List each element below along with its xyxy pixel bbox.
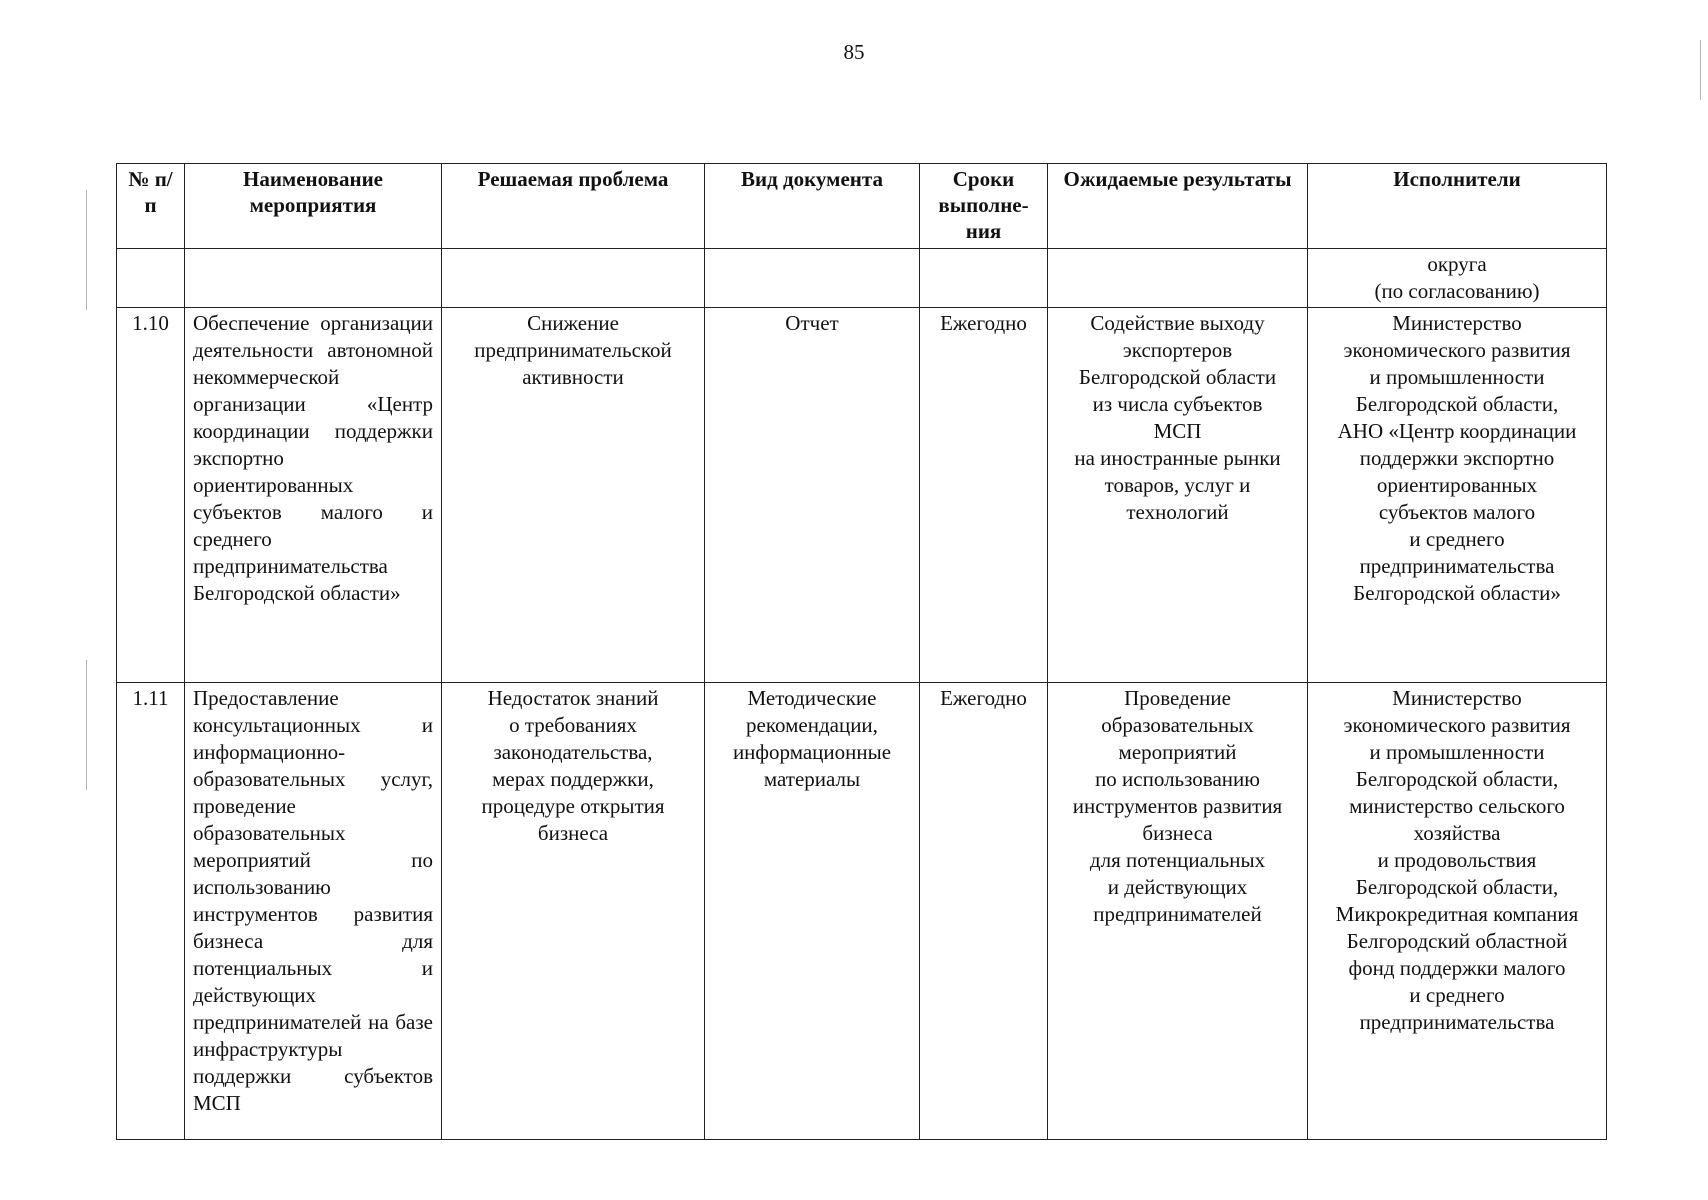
text-line: из числа субъектов <box>1092 392 1263 416</box>
text-line: министерство сельского <box>1349 794 1565 818</box>
text-line: мероприятий <box>1118 740 1237 764</box>
text-line: экспортеров <box>1122 338 1233 362</box>
text-line: информационные <box>732 740 892 764</box>
text-line: Белгородской области» <box>1353 581 1561 605</box>
text-line: Министерство <box>1392 311 1522 335</box>
text-line: для потенциальных <box>1089 848 1266 872</box>
cell-name: Обеспечение организации деятельности автономной некоммерческой организации «Центр координации поддержки экспортно ориентированных субъектов малого и среднего предпринимательства Белгородской области» <box>185 308 442 683</box>
text-line: и промышленности <box>1369 740 1545 764</box>
text-line: Белгородской области, <box>1355 392 1559 416</box>
cell-doc <box>705 308 920 683</box>
text-line: субъектов малого <box>1378 500 1536 524</box>
text-line: бизнеса <box>1142 821 1213 845</box>
text-line: фонд поддержки малого <box>1348 956 1566 980</box>
cell-problem <box>442 308 705 683</box>
text-line: предпринимателей <box>1093 902 1262 926</box>
text-line: Белгородской области, <box>1355 767 1559 791</box>
text-line: инструментов развития <box>1072 794 1283 818</box>
cell-empty <box>920 249 1048 308</box>
cell-executors <box>1308 683 1607 1140</box>
text-line: и продовольствия <box>1377 848 1537 872</box>
cell-problem <box>442 683 705 1140</box>
text-line: ориентированных <box>1376 473 1538 497</box>
cell-results <box>1048 683 1308 1140</box>
cell-empty <box>442 249 705 308</box>
text-line: и действующих <box>1107 875 1248 899</box>
cell-empty <box>185 249 442 308</box>
cell-deadline: Ежегодно <box>920 308 1048 683</box>
text-line: о требованиях <box>509 713 637 737</box>
text-line: экономического развития <box>1343 338 1571 362</box>
text-line: Министерство <box>1392 686 1522 710</box>
header-problem: Решаемая проблема <box>442 164 705 249</box>
text-line: активности <box>522 365 624 389</box>
cell-name: Предоставление консультационных и информационно-образовательных услуг, проведение образовательных мероприятий по использованию инструментов развития бизнеса для потенциальных и действующих предпринимателей на базе инфраструктуры поддержки субъектов МСП <box>185 683 442 1140</box>
text-line: мерах поддержки, <box>492 767 654 791</box>
text-line: по использованию <box>1095 767 1260 791</box>
scan-artifact <box>86 660 87 790</box>
text-line: рекомендации, <box>746 713 878 737</box>
text-line: Проведение <box>1124 686 1231 710</box>
text-line: на иностранные рынки <box>1074 446 1281 470</box>
text-line: и промышленности <box>1369 365 1545 389</box>
table-row <box>117 683 1607 1140</box>
text-line: и среднего <box>1409 527 1505 551</box>
text-line: Отчет <box>785 311 839 335</box>
text-line: образовательных <box>1101 713 1254 737</box>
text-line: предпринимательства <box>1359 554 1555 578</box>
text-line: Снижение <box>527 311 619 335</box>
scan-artifact <box>86 190 87 310</box>
cell-num: 1.11 <box>117 683 185 1140</box>
cell-doc <box>705 683 920 1140</box>
table-row-continuation <box>117 249 1607 308</box>
cell-num: 1.10 <box>117 308 185 683</box>
text-line: округа <box>1427 252 1487 276</box>
cell-deadline: Ежегодно <box>920 683 1048 1140</box>
table-header-row <box>117 164 1607 249</box>
text-line: Методические <box>747 686 877 710</box>
text-line: экономического развития <box>1343 713 1571 737</box>
header-doc: Вид документа <box>705 164 920 249</box>
text-line: Содействие выходу <box>1090 311 1265 335</box>
scan-artifact <box>1700 40 1701 100</box>
text-line: Недостаток знаний <box>487 686 659 710</box>
text-line: бизнеса <box>537 821 609 845</box>
cell-empty <box>705 249 920 308</box>
text-line: предпринимательства <box>1359 1010 1555 1034</box>
cell-executors-continuation <box>1308 249 1607 308</box>
text-line: Белгородской области <box>1078 365 1277 389</box>
cell-empty <box>1048 249 1308 308</box>
header-num: № п/п <box>117 164 185 249</box>
cell-executors <box>1308 308 1607 683</box>
text-line: (по согласованию) <box>1374 279 1540 303</box>
header-deadline: Сроки выполне-ния <box>920 164 1048 249</box>
text-line: и среднего <box>1409 983 1505 1007</box>
text-line: предпринимательской <box>474 338 672 362</box>
text-line: материалы <box>763 767 861 791</box>
header-results: Ожидаемые результаты <box>1048 164 1308 249</box>
text-line: Белгородский областной <box>1346 929 1568 953</box>
header-name: Наименование мероприятия <box>185 164 442 249</box>
text-line: хозяйства <box>1413 821 1501 845</box>
page-number: 85 <box>843 40 865 64</box>
text-line: законодательства, <box>493 740 653 764</box>
text-line: АНО «Центр координации <box>1337 419 1577 443</box>
text-line: товаров, услуг и <box>1104 473 1251 497</box>
text-line: Микрокредитная компания <box>1335 902 1579 926</box>
text-line: технологий <box>1126 500 1229 524</box>
cell-empty <box>117 249 185 308</box>
text-line: МСП <box>1153 419 1202 443</box>
text-line: Белгородской области, <box>1355 875 1559 899</box>
activities-table <box>116 163 1607 1140</box>
header-executors: Исполнители <box>1308 164 1607 249</box>
text-line: поддержки экспортно <box>1359 446 1555 470</box>
cell-results <box>1048 308 1308 683</box>
text-line: процедуре открытия <box>481 794 665 818</box>
table-row <box>117 308 1607 683</box>
